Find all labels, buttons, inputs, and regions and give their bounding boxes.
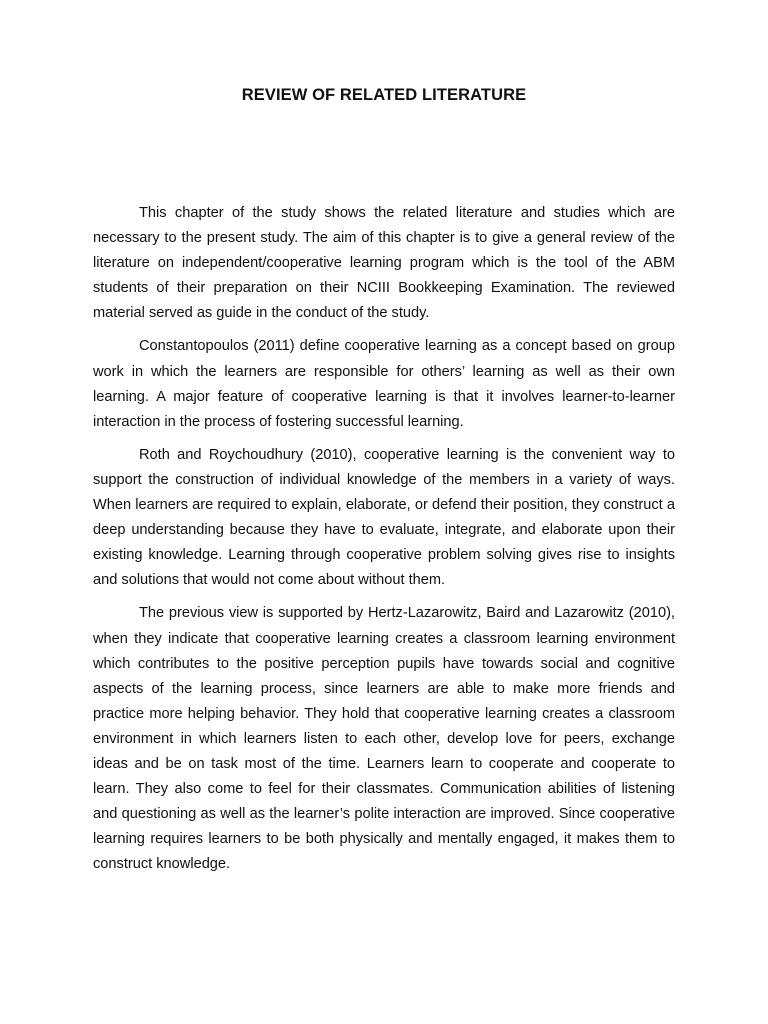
paragraph-roth-roychoudhury: Roth and Roychoudhury (2010), cooperative learning is the convenient way to support the construction of individual knowledge of the members in a variety of ways. When learners are required to explain, elaborate, or defend their position, they construct a deep understanding because they have to evaluate, integrate, and elaborate upon their existing knowledge. Learning through cooperative problem solving gives rise to insights and solutions that would not come about without them.: [93, 446, 675, 589]
page-title: REVIEW OF RELATED LITERATURE: [241, 86, 527, 104]
paragraph-chapter-overview: This chapter of the study shows the related literature and studies which are necessary to the present study. The aim of this chapter is to give a general review of the literature on independent/cooperative learning program which is the tool of the ABM students of their preparation on their NCIII Bookkeeping Examination. The reviewed material served as guide in the conduct of the study.: [93, 205, 675, 322]
paragraph-constantopoulos: Constantopoulos (2011) define cooperative learning as a concept based on group work in which the learners are responsible for others’ learning as well as their own learning. A major feature of cooperative learning is that it involves learner-to-learner interaction in the process of fostering successful learning.: [93, 338, 675, 430]
document-body: [93, 201, 675, 885]
paragraph-hertz-lazarowitz: The previous view is supported by Hertz-Lazarowitz, Baird and Lazarowitz (2010), when they indicate that cooperative learning creates a classroom learning environment which contributes to the positive perception pupils have towards social and cognitive aspects of the learning process, since learners are able to make more friends and practice more helping behavior. They hold that cooperative learning creates a classroom environment in which learners listen to each other, develop love for peers, exchange ideas and be on task most of the time. Learners learn to cooperate and cooperate to learn. They also come to feel for their classmates. Communication abilities of listening and questioning as well as the learner’s polite interaction are improved. Since cooperative learning requires learners to be both physically and mentally engaged, it makes them to construct knowledge.: [93, 605, 675, 873]
